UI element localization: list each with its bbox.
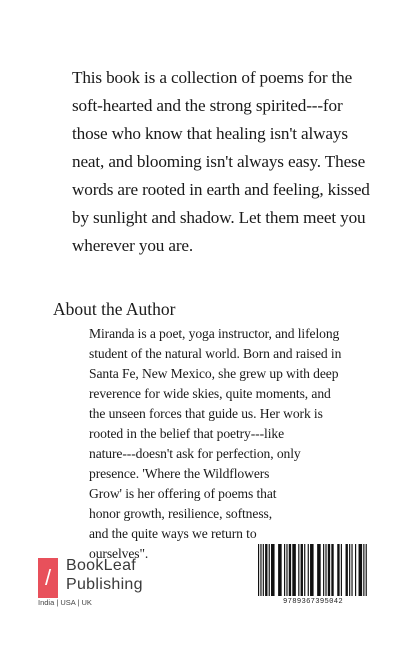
publisher-regions: India | USA | UK: [38, 598, 92, 607]
barcode-bar: [260, 544, 261, 596]
barcode-bar: [317, 544, 321, 596]
blurb-line: This book is a collection of poems for the: [72, 68, 353, 87]
blurb-line: soft-hearted and the strong spirited---for: [72, 96, 343, 115]
barcode-bar: [269, 544, 270, 596]
barcode-bar: [278, 544, 282, 596]
publisher-name: [66, 556, 143, 594]
barcode-bar: [325, 544, 326, 596]
barcode-bar: [331, 544, 333, 596]
bio-line: the unseen forces that guide us. Her work is: [89, 406, 323, 421]
book-blurb: [72, 64, 372, 260]
barcode-bar: [328, 544, 330, 596]
barcode-bar: [308, 544, 309, 596]
barcode-bar: [298, 544, 299, 596]
barcode-bar: [349, 544, 350, 596]
blurb-line: those who know that healing isn't always: [72, 124, 348, 143]
barcode-bar: [337, 544, 339, 596]
bio-line: presence. 'Where the Wildflowers: [89, 466, 270, 481]
barcode-bar: [355, 544, 356, 596]
bio-line: Santa Fe, New Mexico, she grew up with deep: [89, 366, 339, 381]
barcode-bar: [341, 544, 342, 596]
author-bio: [89, 324, 389, 564]
bio-line: student of the natural world. Born and raised in: [89, 346, 342, 361]
barcode-bar: [346, 544, 348, 596]
blurb-line: neat, and blooming isn't always easy. These: [72, 152, 366, 171]
barcode-bar: [284, 544, 285, 596]
barcode-bar: [351, 544, 352, 596]
bio-line: rooted in the belief that poetry---like: [89, 426, 285, 441]
bio-line: nature---doesn't ask for perfection, only: [89, 446, 301, 461]
bio-line: Miranda is a poet, yoga instructor, and lifelong: [89, 326, 340, 341]
blurb-line: wherever you are.: [72, 236, 194, 255]
bio-line: Grow' is her offering of poems that: [89, 486, 277, 501]
barcode-bar: [258, 544, 259, 596]
barcode-bar: [271, 544, 275, 596]
barcode-bar: [323, 544, 324, 596]
barcode-bar: [359, 544, 363, 596]
isbn-number: 9789367395042: [283, 598, 343, 606]
blurb-line: by sunlight and shadow. Let them meet you: [72, 208, 366, 227]
blurb-line: words are rooted in earth and feeling, kissed: [72, 180, 370, 199]
bio-line: honor growth, resilience, softness,: [89, 506, 272, 521]
bio-line: and the quite ways we return to: [89, 526, 257, 541]
barcode-bar: [286, 544, 287, 596]
barcode-bar: [366, 544, 367, 596]
publisher-slash-icon: /: [38, 558, 58, 598]
barcode-bar: [263, 544, 264, 596]
publisher-name-line1: BookLeaf: [66, 557, 137, 574]
barcode-bar: [310, 544, 314, 596]
barcode-bar: [301, 544, 303, 596]
barcode-bar: [292, 544, 296, 596]
barcode-icon: [256, 544, 370, 598]
publisher-name-line2: Publishing: [66, 576, 143, 593]
bio-line: reverence for wide skies, quite moments, and: [89, 386, 331, 401]
barcode-bar: [363, 544, 364, 596]
barcode-bar: [304, 544, 305, 596]
barcode-bar: [265, 544, 267, 596]
publisher-logo: [38, 554, 198, 610]
bio-line: ourselves".: [89, 546, 149, 561]
barcode-bar: [289, 544, 291, 596]
isbn-barcode: [256, 544, 370, 614]
about-author-heading: About the Author: [53, 299, 176, 319]
